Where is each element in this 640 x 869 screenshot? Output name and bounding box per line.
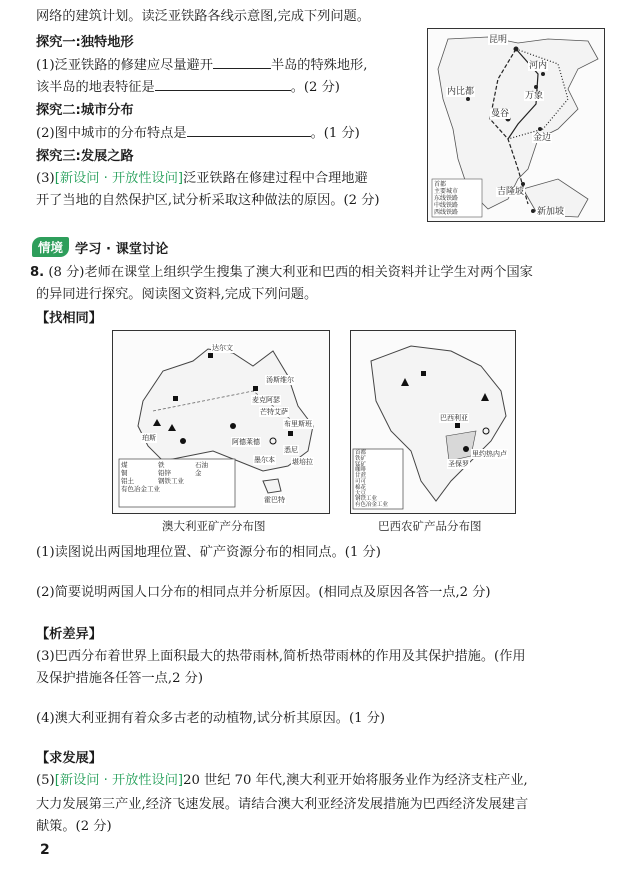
question-8-3-line2: 及保护措施各任答一点,2 分) [36,671,203,686]
aus-legend-oil: 石油 [195,461,208,469]
brazil-map-caption: 巴西农矿产品分布图 [378,519,482,533]
brazil-legend-item: 甘蔗 [355,473,367,480]
question-8-5-line3: 献策。(2 分) [36,819,112,834]
question-8-5-prefix: (5) [36,773,55,788]
aus-legend-gold: 金 [195,469,202,477]
question-8-5-text-a: 20 世纪 70 年代,澳大利亚开始将服务业作为经济支柱产业, [183,773,528,788]
map-label-kuala-lumpur: 吉隆坡 [497,187,525,197]
aus-label-adelaide: 阿德莱德 [232,438,260,446]
context-title: 学习 · 课堂讨论 [75,241,169,257]
brazil-legend [355,451,401,509]
question-1-line2 [36,78,340,97]
aus-label-sydney: 悉尼 [284,446,298,454]
map-label-bangkok: 曼谷 [491,109,510,119]
brazil-label-sao-paulo: 圣保罗 [448,460,469,468]
answer-blank[interactable] [213,56,271,69]
australia-legend [121,461,233,493]
explore1-heading: 探究一:独特地形 [36,35,134,50]
question-8-1: (1)读图说出两国地理位置、矿产资源分布的相同点。(1 分) [36,545,381,560]
question-8-text-1: (8 分)老师在课堂上组织学生搜集了澳大利亚和巴西的相关资料并让学生对两个国家 [48,265,533,280]
question-8-2: (2)简要说明两国人口分布的相同点并分析原因。(相同点及原因各答一点,2 分) [36,585,491,600]
railway-map-legend [434,181,482,216]
aus-legend-coal: 煤 [121,461,128,469]
aus-legend-nonferrous: 有色冶金工业 [121,485,160,493]
brazil-label-brasilia: 巴西利亚 [440,414,468,422]
question-8-line2: 的异同进行探究。阅读图文资料,完成下列问题。 [36,287,318,302]
aus-legend-lead-zinc: 铅锌 [158,469,171,477]
question-2-text-b: 。(1 分) [310,126,360,141]
map-label-kunming: 昆明 [489,35,508,45]
section-analyze-diff: 【析差异】 [36,627,102,642]
question-3-line1 [36,170,368,188]
question-tag: [新设问 · 开放性设问] [54,171,184,186]
question-8-5-line2: 大力发展第三产业,经济飞速发展。请结合澳大利亚经济发展措施为巴西经济发展建言 [36,797,529,812]
question-1-line1 [36,56,367,75]
brazil-legend-item: 大豆 [355,490,367,497]
aus-label-melbourne: 墨尔本 [254,456,275,464]
aus-label-brisbane: 布里斯班 [284,420,312,428]
section-seek-development: 【求发展】 [36,751,102,766]
brazil-label-rio: 里约热内卢 [472,450,507,458]
map-label-naypyidaw: 内比都 [447,87,475,97]
brazil-agri-minerals-map [350,330,516,514]
legend-item: 东线铁路 [434,195,459,202]
answer-blank[interactable] [155,78,291,91]
question-2-line [36,124,360,143]
aus-label-perth: 珀斯 [142,434,156,442]
australia-minerals-map [112,330,330,514]
aus-label-townsville: 汤斯维尔 [266,376,294,384]
australia-map-caption: 澳大利亚矿产分布图 [162,519,266,533]
answer-blank[interactable] [187,124,311,137]
legend-item: 主要城市 [434,188,459,195]
brazil-legend-item: 咖啡 [355,467,367,474]
question-2-text-a: (2)图中城市的分布特点是 [36,126,187,141]
aus-legend-iron: 铁 [158,461,165,469]
aus-label-mount-isa: 芒特艾萨 [260,408,288,416]
aus-label-hobart: 霍巴特 [264,496,285,504]
question-8-5-line1 [36,772,528,790]
legend-item: 西线铁路 [434,209,459,216]
intro-line: 网络的建筑计划。读泛亚铁路各线示意图,完成下列问题。 [36,9,370,24]
map-label-hanoi: 河内 [529,61,548,71]
question-8-4: (4)澳大利亚拥有着众多古老的动植物,试分析其原因。(1 分) [36,711,386,726]
aus-label-mcarthur: 麦克阿瑟 [252,396,280,404]
aus-legend-steel: 钢铁工业 [158,477,184,485]
map-label-vientiane: 万象 [525,91,544,101]
map-label-singapore: 新加坡 [537,207,565,217]
explore3-heading: 探究三:发展之路 [36,149,134,164]
brazil-legend-item: 钢铁工业 [355,496,378,503]
section-find-same: 【找相同】 [36,311,102,326]
brazil-legend-item: 首都 [355,450,367,456]
map-label-phnom-penh: 金边 [533,133,552,143]
brazil-legend-item: 棉花 [355,484,367,491]
aus-legend-bauxite: 铝土 [121,477,134,485]
question-8-number: 8. [30,265,45,280]
question-3-line2: 开了当地的自然保护区,试分析采取这种做法的原因。(2 分) [36,193,380,208]
question-1-text-c: 该半岛的地表特征是 [36,80,155,95]
brazil-legend-item: 有色冶金工业 [355,502,389,509]
brazil-legend-item: 铁矿 [355,455,367,462]
brazil-legend-item: 可可 [355,478,367,485]
question-1-text-a: (1)泛亚铁路的修建应尽量避开 [36,58,213,73]
question-8-line1 [30,264,533,282]
aus-label-canberra: 堪培拉 [292,458,313,466]
question-8-3-line1: (3)巴西分布着世界上面积最大的热带雨林,简析热带雨林的作用及其保护措施。(作用 [36,649,526,664]
aus-legend-copper: 铜 [121,469,128,477]
context-badge: 情境 [32,237,69,257]
question-1-text-d: 。(2 分) [290,80,340,95]
brazil-legend-item: 锰矿 [355,461,367,468]
page-number: 2 [40,842,50,858]
aus-label-darwin: 达尔文 [212,344,233,352]
question-3-prefix: (3) [36,171,55,186]
explore2-heading: 探究二:城市分布 [36,103,134,118]
legend-item: 中线铁路 [434,202,459,209]
context-banner [32,237,168,257]
question-tag: [新设问 · 开放性设问] [54,773,184,788]
question-3-text-a: 泛亚铁路在修建过程中合理地避 [183,171,368,186]
trans-asian-railway-map [427,28,605,222]
legend-item: 首都 [434,181,447,188]
question-1-text-b: 半岛的特殊地形, [270,58,368,73]
